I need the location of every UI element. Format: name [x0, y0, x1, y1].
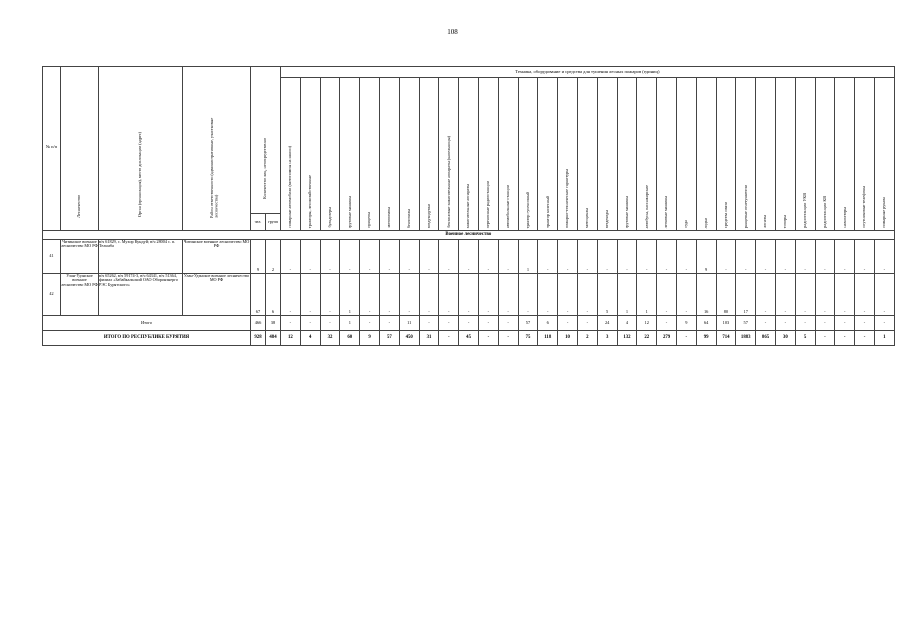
equipment-value: - [320, 274, 340, 316]
staff-people-subheader: чел. [251, 214, 266, 231]
name-header: Лесничество [61, 67, 99, 231]
equipment-column-header: легковые машины [657, 78, 677, 231]
equipment-value: - [518, 274, 538, 316]
equipment-value: - [558, 240, 578, 274]
subtotal-value: - [815, 316, 835, 331]
subtotal-value: 57 [518, 316, 538, 331]
subtotal-value: - [558, 316, 578, 331]
groups-count: 6 [266, 274, 281, 316]
equipment-column-header: грузовые машины [617, 78, 637, 231]
equipment-value: - [360, 274, 380, 316]
equipment-column-header: трактор гусеничный [518, 78, 538, 231]
equipment-column-header: суда [676, 78, 696, 231]
subtotal-value: - [577, 316, 597, 331]
subtotal-value: - [795, 316, 815, 331]
equipment-value: 1 [617, 274, 637, 316]
total-value: 22 [637, 331, 657, 346]
equipment-value: - [538, 274, 558, 316]
staff-header: Количество лиц, непосредственно [251, 67, 281, 214]
equipment-value: - [775, 274, 795, 316]
equipment-value: - [281, 240, 301, 274]
total-value: 30 [775, 331, 795, 346]
org-header: Орган (организация), место дислокации (адрес) [99, 67, 183, 231]
people-count: 9 [251, 240, 266, 274]
equipment-value: - [498, 240, 518, 274]
equipment-column-header: пожарно-технические гарнитуры [558, 78, 578, 231]
total-value: 4 [300, 331, 320, 346]
equipment-column-header: топоры [775, 78, 795, 231]
total-value: - [478, 331, 498, 346]
equipment-value: - [379, 240, 399, 274]
subtotal-value: - [300, 316, 320, 331]
num-header: № п/п [43, 67, 61, 231]
equipment-value: - [577, 240, 597, 274]
equipment-value: - [657, 274, 677, 316]
organization-address: в/ч 65262, в/ч 59174-3, в/ч 64341, в/ч 51364, филиал «Забайкальский ОАО Оборонэнерго РЭС Бурятского» [99, 274, 183, 316]
equipment-value: - [419, 240, 439, 274]
equipment-value: - [795, 274, 815, 316]
subtotal-value: - [459, 316, 479, 331]
area-header: Район ответственности (административные, участковые лесничества) [183, 67, 251, 231]
equipment-column-header: переносные радиостанции [478, 78, 498, 231]
total-value: 714 [716, 331, 736, 346]
total-value: 99 [696, 331, 716, 346]
equipment-value: - [300, 274, 320, 316]
equipment-value: - [399, 274, 419, 316]
equipment-column-header: лопаты [756, 78, 776, 231]
equipment-value: - [775, 240, 795, 274]
subtotal-value: - [498, 316, 518, 331]
equipment-column-header: навигаторы [835, 78, 855, 231]
total-value: 10 [558, 331, 578, 346]
equipment-column-header: лодки [696, 78, 716, 231]
equipment-column-header: автобусы, пассажирские [637, 78, 657, 231]
equipment-value: - [597, 240, 617, 274]
total-value: 1883 [736, 331, 756, 346]
equipment-column-header: радиостанции КВ [815, 78, 835, 231]
subtotal-value: 9 [676, 316, 696, 331]
equipment-column-header: зажигательные аппараты [459, 78, 479, 231]
total-value: - [439, 331, 459, 346]
total-value: - [676, 331, 696, 346]
equipment-value: - [399, 240, 419, 274]
equipment-column-header: автомобильные станции [498, 78, 518, 231]
total-value: 32 [320, 331, 340, 346]
organization-address: в/ч 61829, с. Мухор Кундуй; в/ч 28004 с. п. Тельмба [99, 240, 183, 274]
subtotal-value: - [775, 316, 795, 331]
equipment-value: 1 [637, 274, 657, 316]
table-row [43, 274, 895, 316]
subtotal-value: 12 [637, 316, 657, 331]
total-value: 118 [538, 331, 558, 346]
equipment-value: - [756, 240, 776, 274]
equipment-value: 17 [736, 274, 756, 316]
equipment-column-header: радиостанции УКВ [795, 78, 815, 231]
equipment-value: - [855, 274, 875, 316]
equipment-value: - [676, 240, 696, 274]
subtotal-value: 57 [736, 316, 756, 331]
equipment-value: 80 [716, 274, 736, 316]
total-value: 132 [617, 331, 637, 346]
staff-groups-subheader: групп [266, 214, 281, 231]
equipment-column-header: пожарные автомобили (мотопомпы на шасси) [281, 78, 301, 231]
equipment-column-header: ранцевые огнетушители [736, 78, 756, 231]
subtotal-value: - [379, 316, 399, 331]
equipment-value: 1 [340, 274, 360, 316]
equipment-value: - [459, 240, 479, 274]
responsibility-area: Улан-Удэнское военное лесничество МО РФ [183, 274, 251, 316]
equipment-column-header: бульдозеры [320, 78, 340, 231]
equipment-column-header: средства связи [716, 78, 736, 231]
total-people: 928 [251, 331, 266, 346]
total-value: 9 [360, 331, 380, 346]
equipment-value: 5 [597, 274, 617, 316]
equipment-column-header: бензопилы [399, 78, 419, 231]
subtotal-groups: 38 [266, 316, 281, 331]
total-value: - [815, 331, 835, 346]
equipment-value: - [379, 274, 399, 316]
equipment-value: - [478, 240, 498, 274]
total-value: 75 [518, 331, 538, 346]
section-title: Военное лесничество [43, 231, 895, 240]
equipment-value: - [676, 274, 696, 316]
equipment-value: - [835, 240, 855, 274]
equipment-value: - [736, 240, 756, 274]
equipment-value: - [815, 240, 835, 274]
total-value: 31 [419, 331, 439, 346]
subtotal-value: - [855, 316, 875, 331]
subtotal-value: 24 [597, 316, 617, 331]
equipment-value: - [637, 240, 657, 274]
equipment-value: - [577, 274, 597, 316]
equipment-column-header: бензиновые зажигательные аппараты (капельницы) [439, 78, 459, 231]
groups-count: 2 [266, 240, 281, 274]
equipment-value: - [874, 274, 894, 316]
total-value: 45 [459, 331, 479, 346]
equipment-group-title: Техника, оборудование и средства для тушения лесных пожаров (единиц) [281, 67, 895, 78]
equipment-value: - [340, 240, 360, 274]
table-row [43, 240, 895, 274]
subtotal-value: - [419, 316, 439, 331]
forestry-name: Улан-Удэнское военное лесничество МО РФ [61, 274, 99, 316]
equipment-column-header: прицепы [360, 78, 380, 231]
equipment-column-header: вездеходы [597, 78, 617, 231]
equipment-value: - [558, 274, 578, 316]
total-value: 279 [657, 331, 677, 346]
equipment-value: 1 [518, 240, 538, 274]
row-number: 42 [43, 274, 61, 316]
equipment-value: - [874, 240, 894, 274]
subtotal-value: - [874, 316, 894, 331]
total-value: 5 [795, 331, 815, 346]
total-groups: 484 [266, 331, 281, 346]
total-value: 450 [399, 331, 419, 346]
total-value: - [855, 331, 875, 346]
total-label: ИТОГО ПО РЕСПУБЛИКЕ БУРЯТИЯ [43, 331, 251, 346]
total-value: 1 [874, 331, 894, 346]
equipment-value: - [320, 240, 340, 274]
subtotal-value: - [657, 316, 677, 331]
equipment-value: 9 [696, 240, 716, 274]
equipment-column-header: мотопомпы [379, 78, 399, 231]
equipment-value: - [855, 240, 875, 274]
subtotal-value: 6 [538, 316, 558, 331]
total-value: 2 [577, 331, 597, 346]
equipment-value: 16 [696, 274, 716, 316]
equipment-value: - [459, 274, 479, 316]
subtotal-value: 64 [696, 316, 716, 331]
total-value: - [835, 331, 855, 346]
forestry-name: Читинское военное лесничество МО РФ [61, 240, 99, 274]
subtotal-value: - [439, 316, 459, 331]
responsibility-area: Читинское военное лесничество МО РФ [183, 240, 251, 274]
subtotal-people: 466 [251, 316, 266, 331]
total-value: - [498, 331, 518, 346]
equipment-value: - [498, 274, 518, 316]
equipment-value: - [439, 274, 459, 316]
subtotal-value: - [756, 316, 776, 331]
total-value: 12 [281, 331, 301, 346]
equipment-value: - [756, 274, 776, 316]
equipment-column-header: трактор колесный [538, 78, 558, 231]
equipment-table [42, 66, 895, 346]
equipment-value: - [815, 274, 835, 316]
row-number: 41 [43, 240, 61, 274]
subtotal-value: - [281, 316, 301, 331]
equipment-column-header: тракторы, лесохозяйственные [300, 78, 320, 231]
equipment-value: - [617, 240, 637, 274]
equipment-column-header: пожарные рукава [874, 78, 894, 231]
equipment-column-header: спутниковые телефоны [855, 78, 875, 231]
equipment-value: - [716, 240, 736, 274]
equipment-value: - [657, 240, 677, 274]
subtotal-value: - [835, 316, 855, 331]
total-value: 57 [379, 331, 399, 346]
equipment-column-header: мотоциклы [577, 78, 597, 231]
subtotal-value: 1 [340, 316, 360, 331]
total-value: 3 [597, 331, 617, 346]
subtotal-value: 11 [399, 316, 419, 331]
equipment-value: - [281, 274, 301, 316]
equipment-value: - [439, 240, 459, 274]
equipment-value: - [835, 274, 855, 316]
subtotal-value: - [360, 316, 380, 331]
subtotal-value: - [320, 316, 340, 331]
total-value: 60 [340, 331, 360, 346]
subtotal-value: - [478, 316, 498, 331]
equipment-value: - [300, 240, 320, 274]
subtotal-value: 4 [617, 316, 637, 331]
equipment-value: - [538, 240, 558, 274]
total-value: 865 [756, 331, 776, 346]
equipment-value: - [478, 274, 498, 316]
subtotal-label: Итого [43, 316, 251, 331]
equipment-value: - [795, 240, 815, 274]
subtotal-row [43, 316, 895, 331]
equipment-value: - [360, 240, 380, 274]
subtotal-value: 103 [716, 316, 736, 331]
equipment-column-header: воздуходувки [419, 78, 439, 231]
total-row [43, 331, 895, 346]
equipment-column-header: грузовые машины [340, 78, 360, 231]
equipment-value: - [419, 274, 439, 316]
people-count: 67 [251, 274, 266, 316]
page-number: 108 [447, 28, 458, 36]
